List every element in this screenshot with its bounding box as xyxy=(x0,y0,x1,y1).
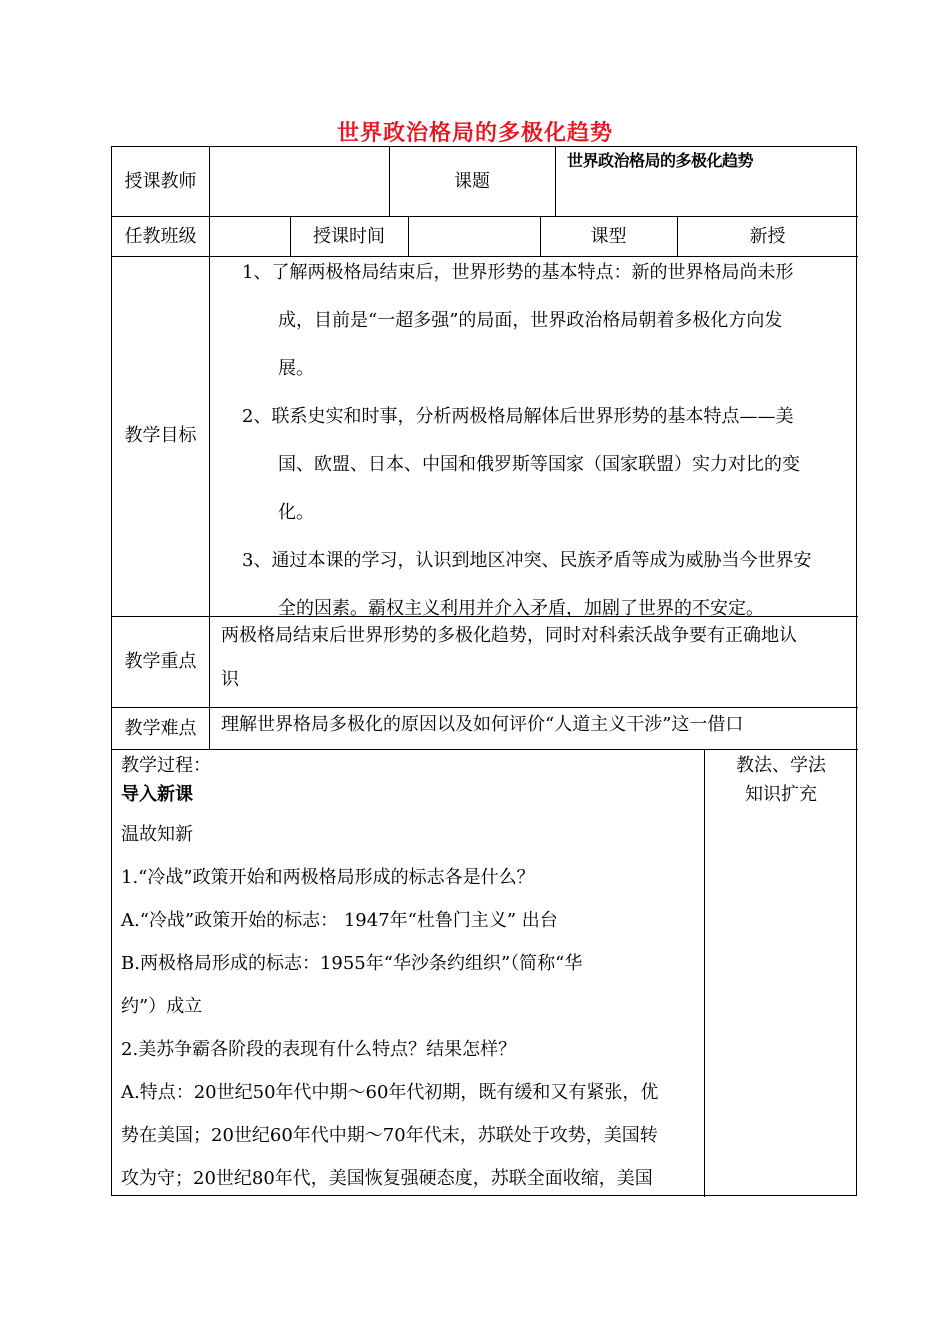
process-line: B.两极格局形成的标志：1955年“华沙条约组织”（简称“华 xyxy=(121,953,583,974)
difficulties-text: 理解世界格局多极化的原因以及如何评价“人道主义干涉”这一借口 xyxy=(221,714,744,735)
goals-label: 教学目标 xyxy=(124,425,197,446)
process-line: 2.美苏争霸各阶段的表现有什么特点？结果怎样？ xyxy=(121,1039,517,1060)
subject-value: 世界政治格局的多极化趋势 xyxy=(567,151,754,170)
process-line: A.特点：20世纪50年代中期～60年代初期，既有缓和又有紧张，优 xyxy=(121,1082,659,1103)
methods-line-2: 知识扩充 xyxy=(745,784,817,805)
goal-line: 1、了解两极格局结束后，世界形势的基本特点：新的世界格局尚未形 xyxy=(242,262,794,283)
lesson-plan-table xyxy=(111,146,857,1196)
difficulties-label: 教学难点 xyxy=(124,718,197,739)
teacher-label: 授课教师 xyxy=(124,171,197,192)
goal-line: 化。 xyxy=(278,502,314,523)
goal-line: 成，目前是“一超多强”的局面，世界政治格局朝着多极化方向发 xyxy=(278,310,783,331)
time-label: 授课时间 xyxy=(313,226,385,247)
type-value: 新授 xyxy=(749,226,786,247)
goal-line: 2、联系史实和时事，分析两极格局解体后世界形势的基本特点——美 xyxy=(242,406,794,427)
process-line: 温故知新 xyxy=(121,824,193,845)
document-title: 世界政治格局的多极化趋势 xyxy=(336,120,613,146)
process-line: 攻为守；20世纪80年代，美国恢复强硬态度，苏联全面收缩，美国 xyxy=(121,1168,653,1189)
class-label: 任教班级 xyxy=(124,226,197,247)
goal-line: 国、欧盟、日本、中国和俄罗斯等国家（国家联盟）实力对比的变 xyxy=(278,454,800,475)
goal-line: 3、通过本课的学习，认识到地区冲突、民族矛盾等成为威胁当今世界安 xyxy=(242,550,812,571)
subject-label: 课题 xyxy=(454,171,490,192)
process-intro: 导入新课 xyxy=(121,784,193,805)
process-line: 1.“冷战”政策开始和两极格局形成的标志各是什么？ xyxy=(121,867,535,888)
process-line: 势在美国；20世纪60年代中期～70年代末，苏联处于攻势，美国转 xyxy=(121,1125,658,1146)
key-points-label: 教学重点 xyxy=(124,651,197,672)
key-point-line: 识 xyxy=(221,669,239,690)
type-label: 课型 xyxy=(590,226,627,247)
goal-line: 全的因素。霸权主义利用并介入矛盾，加剧了世界的不安定。 xyxy=(278,598,764,619)
methods-line-1: 教法、学法 xyxy=(736,755,826,776)
process-heading: 教学过程： xyxy=(121,755,211,776)
process-line: A.“冷战”政策开始的标志： 1947年“杜鲁门主义” 出台 xyxy=(121,910,558,931)
process-line: 约”）成立 xyxy=(121,996,203,1017)
goal-line: 展。 xyxy=(278,358,314,379)
key-point-line: 两极格局结束后世界形势的多极化趋势，同时对科索沃战争要有正确地认 xyxy=(221,625,797,646)
